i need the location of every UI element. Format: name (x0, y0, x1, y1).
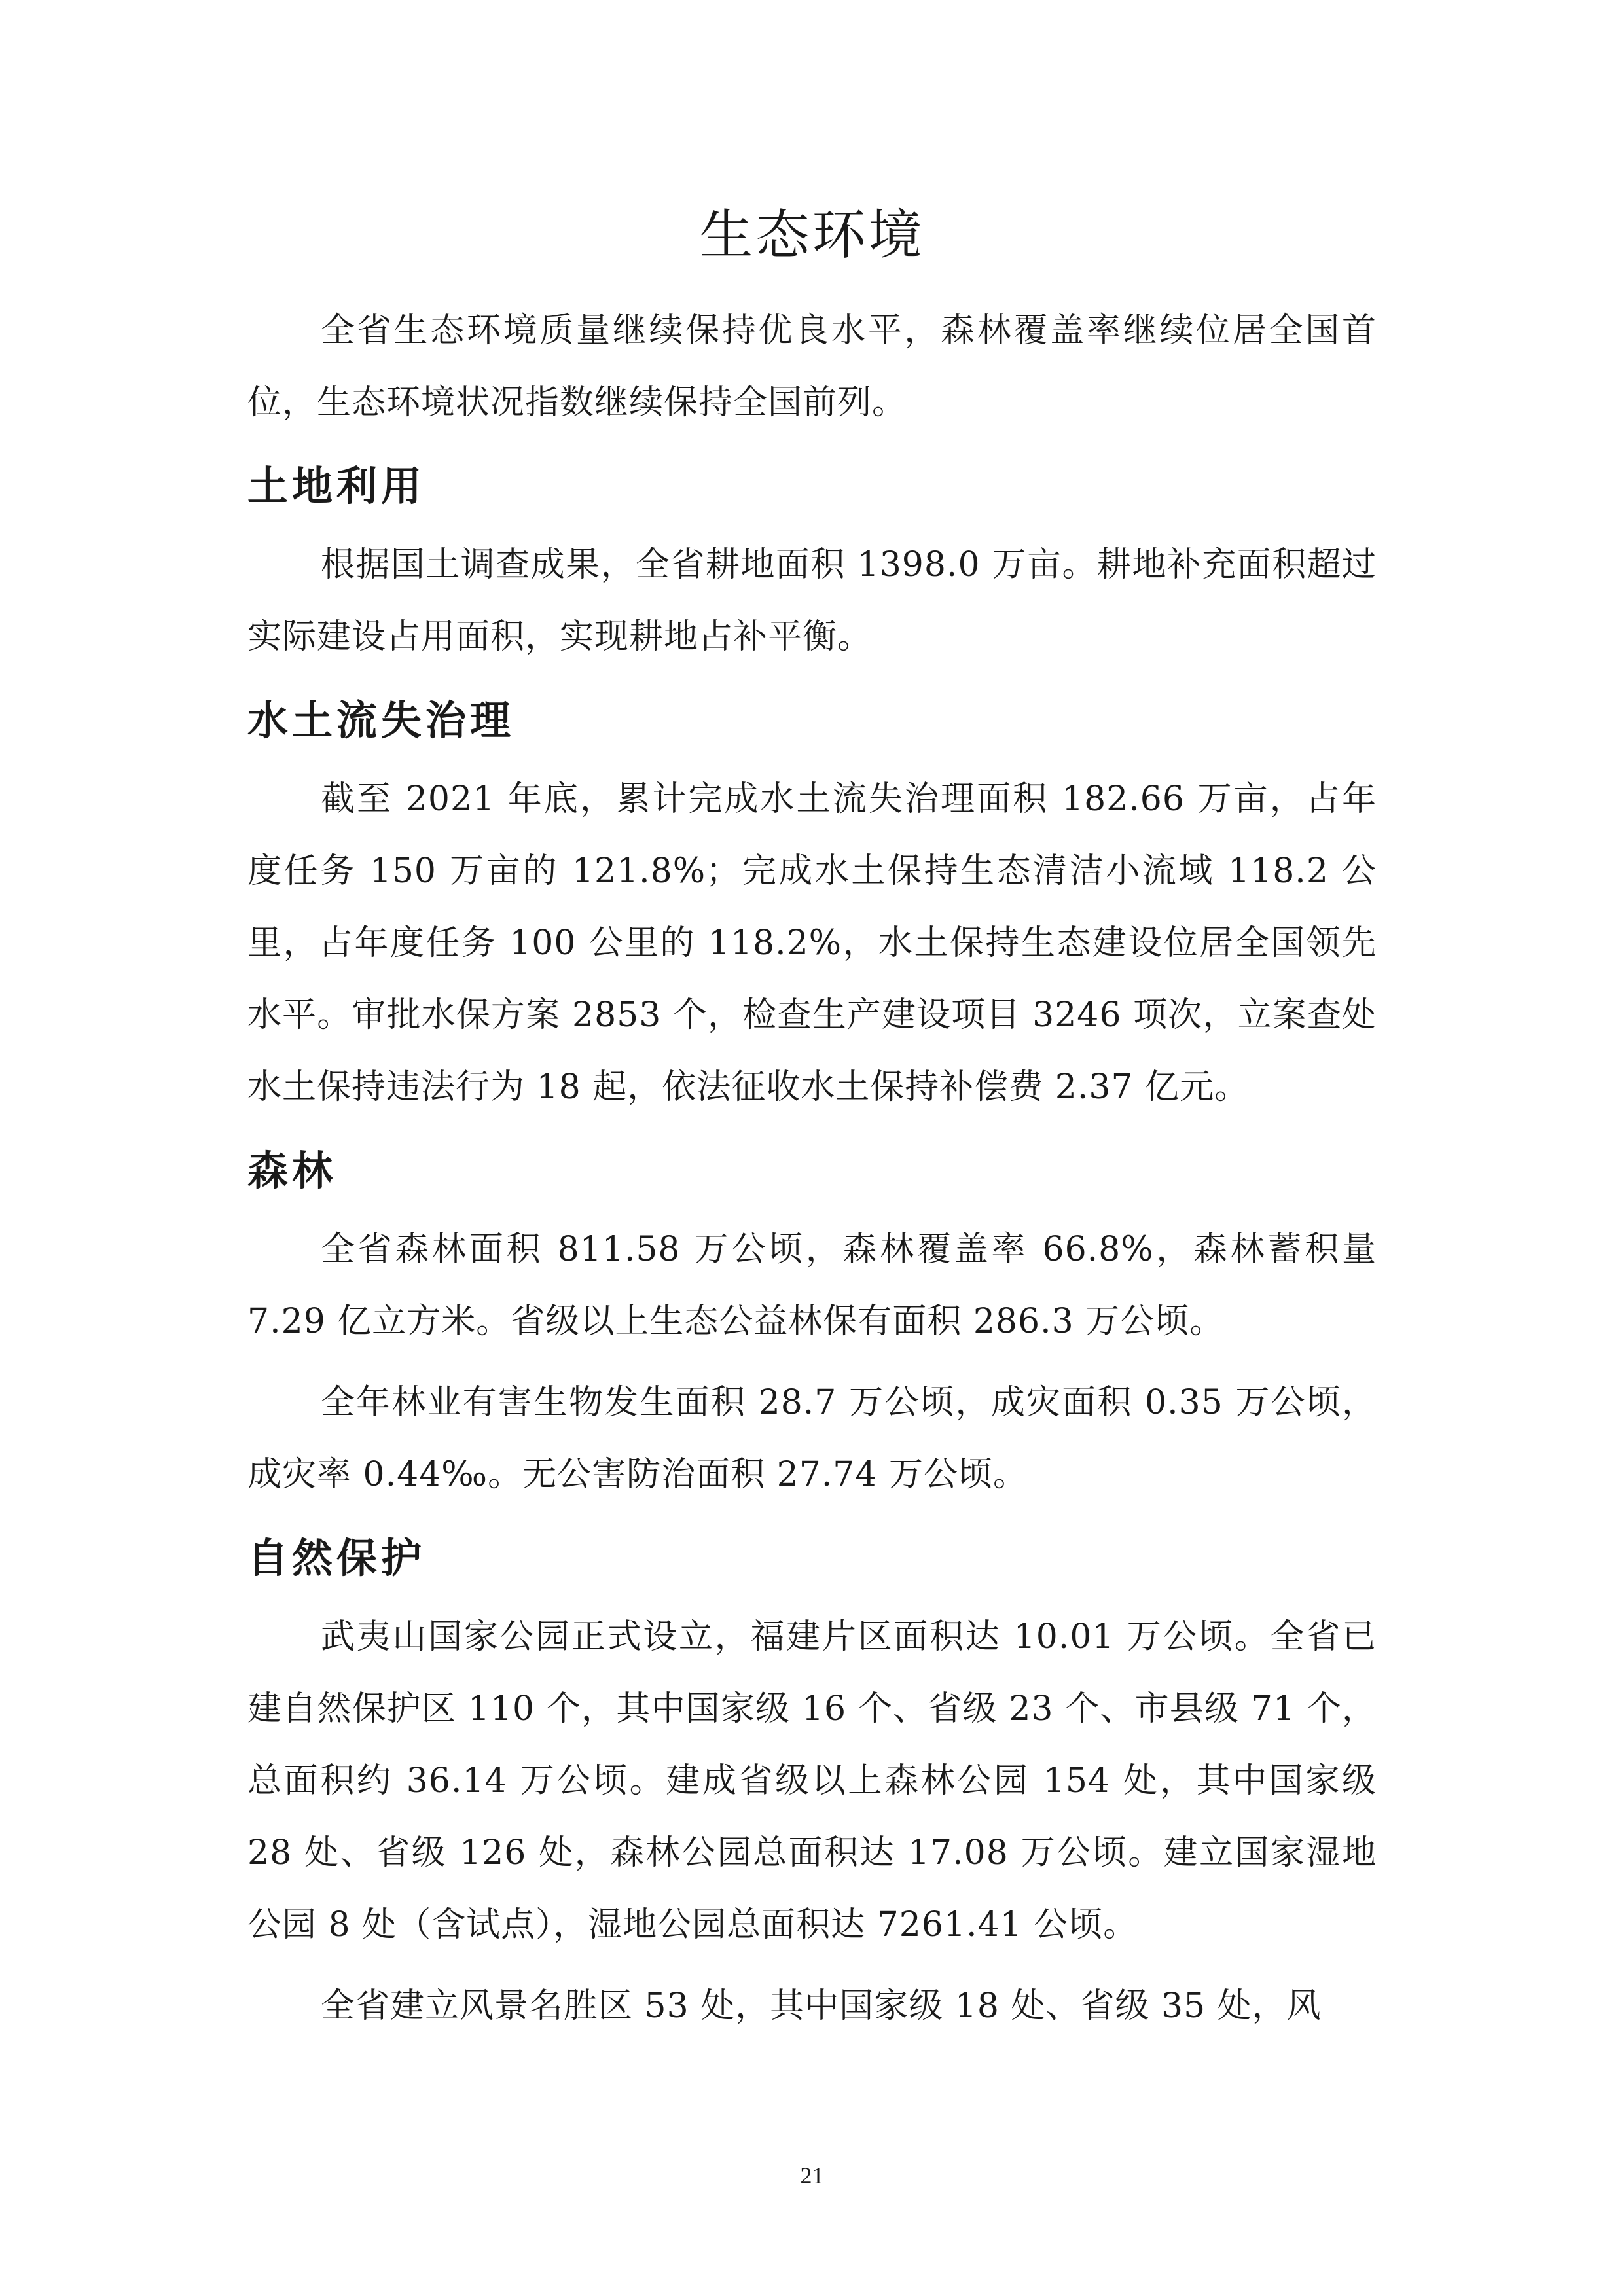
forest-paragraph-2: 全年林业有害生物发生面积 28.7 万公顷，成灾面积 0.35 万公顷，成灾率 0.44‰。无公害防治面积 27.74 万公顷。 (247, 1383, 1377, 1494)
section-heading-soil-erosion: 水土流失治理 (247, 696, 515, 744)
nature-protection-paragraph-2: 全省建立风景名胜区 53 处，其中国家级 18 处、省级 35 处，风 (321, 1986, 1322, 2026)
nature-protection-paragraph-1: 武夷山国家公园正式设立，福建片区面积达 10.01 万公顷。全省已建自然保护区 110 个，其中国家级 16 个、省级 23 个、市县级 71 个，总面积约 36.14 万公顷。建成省级以上森林公园 154 处，其中国家级 28 处、省级 126 处，森林公园总面积达 17.08 万公顷。建立国家湿地公园 8 处（含试点），湿地公园总面积达 7261.41 公顷。 (247, 1617, 1377, 1945)
soil-erosion-paragraph: 截至 2021 年底，累计完成水土流失治理面积 182.66 万亩，占年度任务 150 万亩的 121.8%；完成水土保持生态清洁小流域 118.2 公里，占年度任务 100 公里的 118.2%，水土保持生态建设位居全国领先水平。审批水保方案 2853 个，检查生产建设项目 3246 项次，立案查处水土保持违法行为 18 起，依法征收水土保持补偿费 2.37 亿元。 (247, 780, 1377, 1107)
intro-paragraph: 全省生态环境质量继续保持优良水平，森林覆盖率继续位居全国首位，生态环境状况指数继续保持全国前列。 (247, 311, 1377, 422)
page-content (247, 190, 1377, 2042)
page-title: 生态环境 (699, 204, 925, 266)
section-heading-land-use: 土地利用 (247, 462, 426, 510)
section-heading-nature-protection: 自然保护 (247, 1534, 426, 1582)
forest-paragraph-1: 全省森林面积 811.58 万公顷，森林覆盖率 66.8%，森林蓄积量 7.29 亿立方米。省级以上生态公益林保有面积 286.3 万公顷。 (247, 1230, 1377, 1341)
section-heading-forest: 森林 (247, 1147, 337, 1194)
page-number: 21 (800, 2162, 824, 2189)
land-use-paragraph: 根据国土调查成果，全省耕地面积 1398.0 万亩。耕地补充面积超过实际建设占用面积，实现耕地占补平衡。 (247, 545, 1377, 656)
